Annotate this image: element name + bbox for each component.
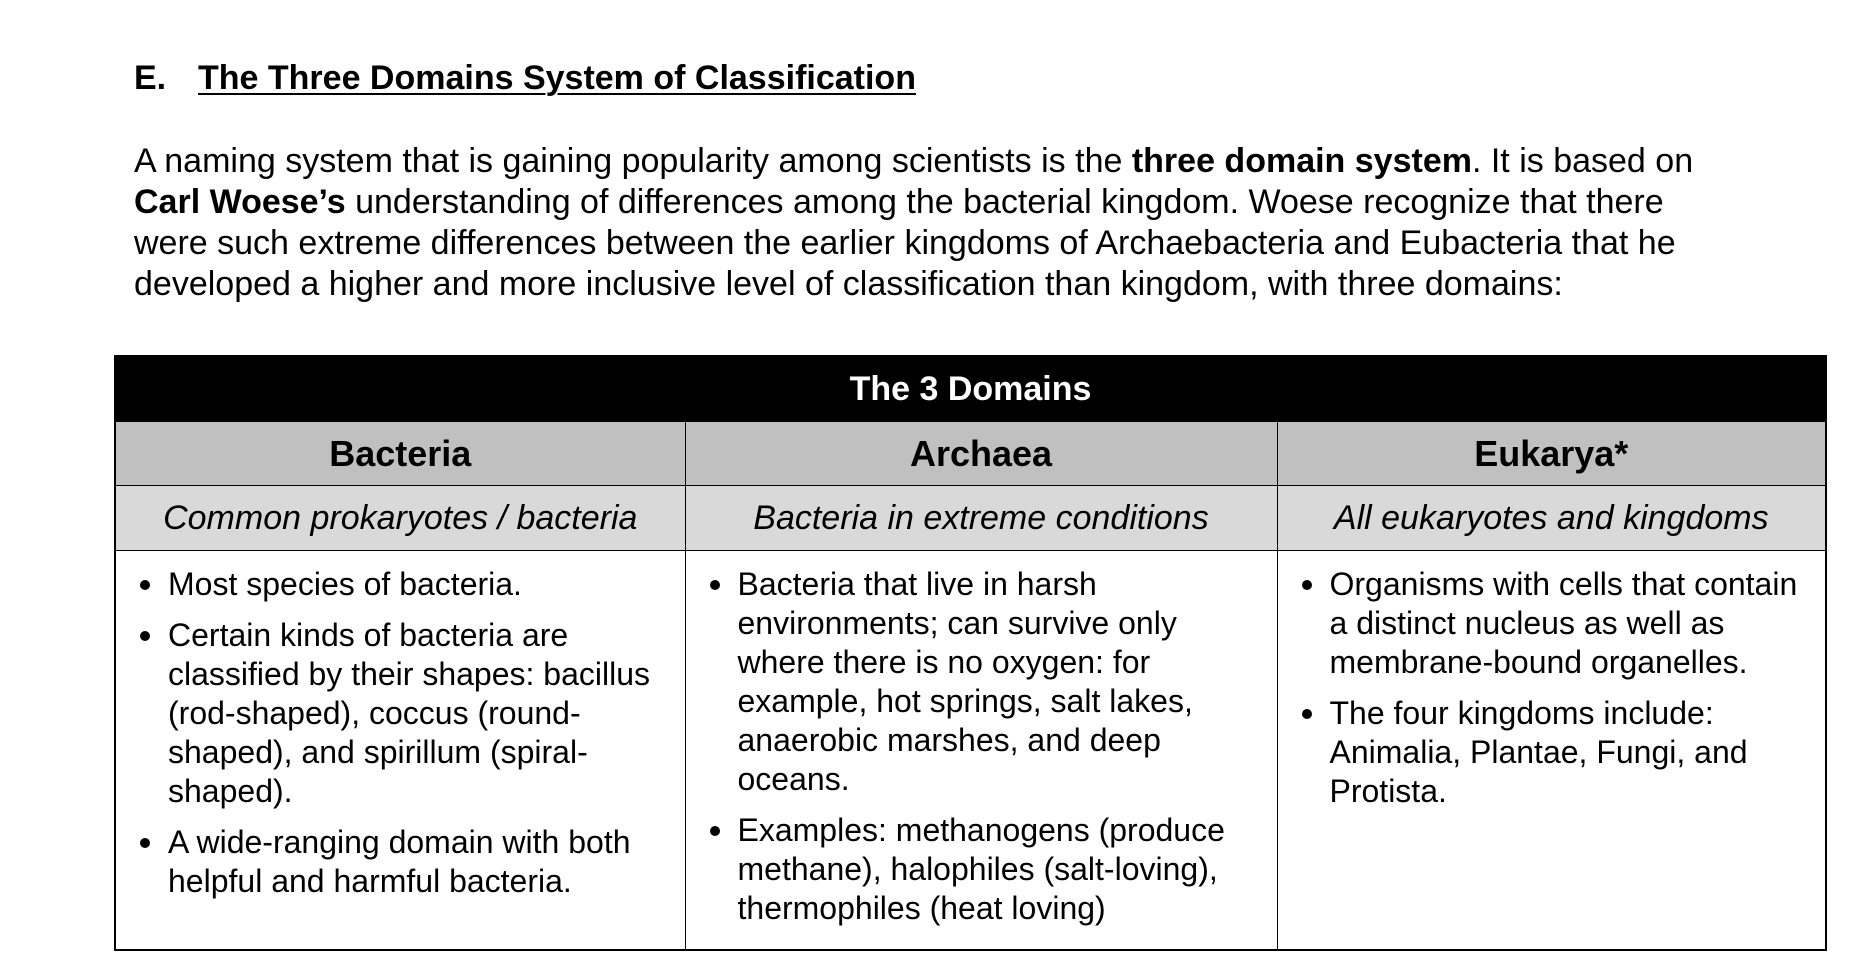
list-item: The four kingdoms include: Animalia, Plantae, Fungi, and Protista. — [1298, 694, 1812, 811]
list-item: Examples: methanogens (produce methane), halophiles (salt-loving), thermophiles (heat loving) — [706, 811, 1263, 928]
intro-line-2 — [134, 182, 1854, 223]
archaea-bullet-list — [686, 551, 1277, 928]
subtitle-bacteria: Common prokaryotes / bacteria — [115, 486, 685, 551]
list-item: Organisms with cells that contain a distinct nucleus as well as membrane-bound organelles. — [1298, 565, 1812, 682]
list-item: Bacteria that live in harsh environments; can survive only where there is no oxygen: for example, hot springs, salt lakes, anaerobic marshes, and deep oceans. — [706, 565, 1263, 799]
intro-text: . It is based on — [1471, 142, 1694, 180]
intro-line-4: developed a higher and more inclusive level of classification than kingdom, with three domains: — [134, 265, 1563, 303]
list-item: Most species of bacteria. — [136, 565, 671, 604]
table-body-row — [115, 551, 1826, 951]
table-header-row — [115, 422, 1826, 486]
cell-eukarya — [1277, 551, 1826, 951]
section-title: The Three Domains System of Classification — [198, 59, 916, 97]
column-header-eukarya: Eukarya* — [1277, 422, 1826, 486]
intro-line-1 — [134, 141, 1854, 182]
cell-archaea — [685, 551, 1277, 951]
list-item: Certain kinds of bacteria are classified by their shapes: bacillus (rod-shaped), coccus (round-shaped), and spirillum (spiral-shaped). — [136, 616, 671, 811]
table-title-row — [115, 356, 1826, 422]
intro-text: A naming system that is gaining popularity among scientists is the — [134, 142, 1132, 180]
column-header-archaea: Archaea — [685, 422, 1277, 486]
section-heading — [134, 58, 916, 98]
intro-paragraph — [134, 141, 1854, 305]
domains-table — [114, 355, 1827, 951]
term-carl-woese: Carl Woese’s — [134, 183, 346, 221]
intro-text: understanding of differences among the bacterial kingdom. Woese recognize that there — [345, 183, 1664, 221]
bacteria-bullet-list — [116, 551, 685, 901]
table-subtitle-row — [115, 486, 1826, 551]
column-header-bacteria: Bacteria — [115, 422, 685, 486]
subtitle-eukarya: All eukaryotes and kingdoms — [1277, 486, 1826, 551]
section-letter: E. — [134, 59, 167, 97]
subtitle-archaea: Bacteria in extreme conditions — [685, 486, 1277, 551]
intro-line-3: were such extreme differences between the earlier kingdoms of Archaebacteria and Eubacteria that he — [134, 224, 1676, 262]
eukarya-bullet-list — [1278, 551, 1826, 811]
table-title: The 3 Domains — [115, 356, 1826, 422]
list-item: A wide-ranging domain with both helpful and harmful bacteria. — [136, 823, 671, 901]
term-three-domain-system: three domain system — [1131, 142, 1472, 180]
cell-bacteria — [115, 551, 685, 951]
